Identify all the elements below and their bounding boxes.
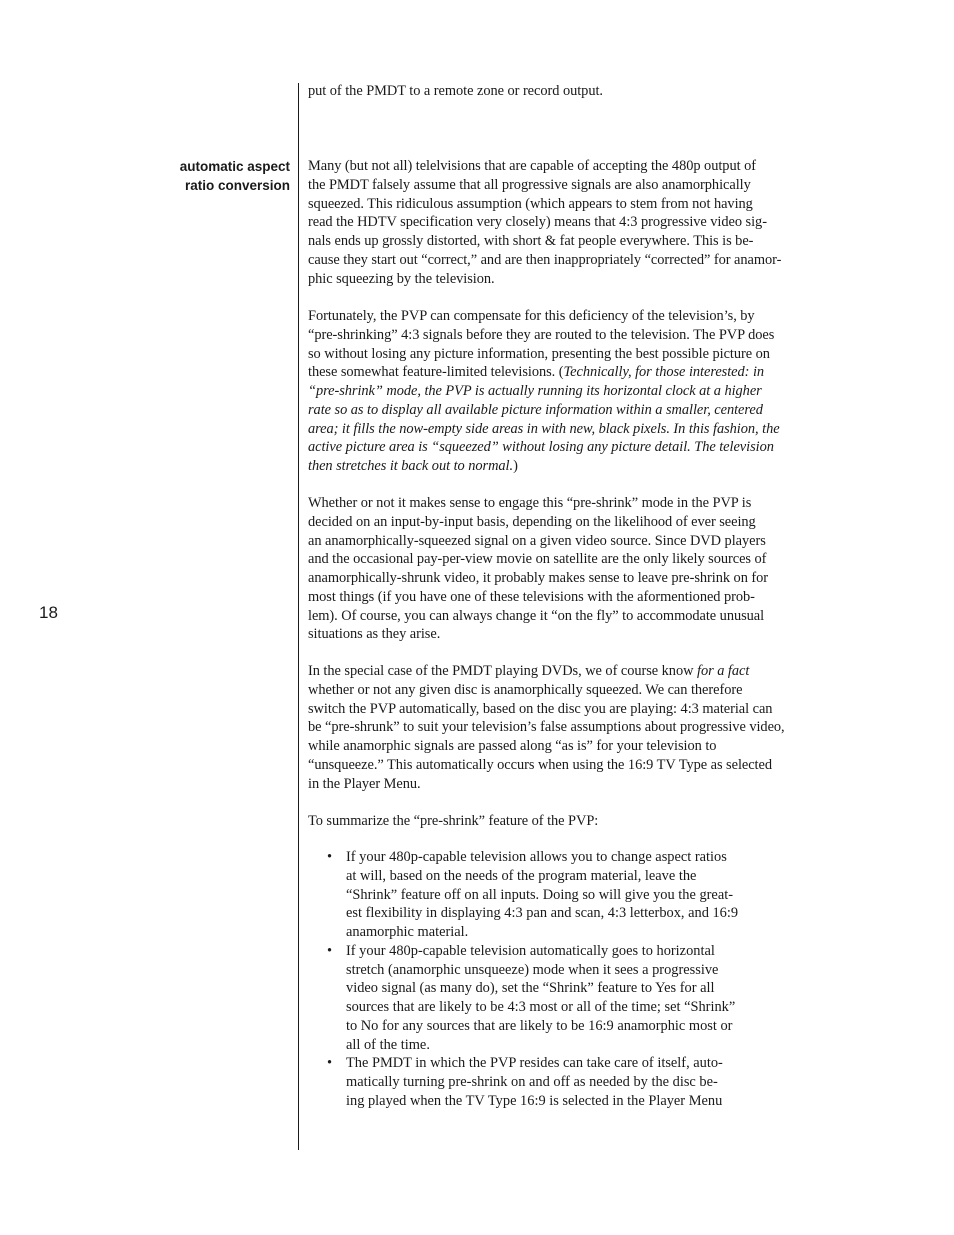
italic-run: Technically, for those interested: in [563,364,765,381]
list-item [308,1054,738,1110]
text-line: Many (but not all) telelvisions that are capable of accepting the 480p output of [308,158,756,174]
text-line: matically turning pre-shrink on and off as needed by the disc be- [346,1074,718,1090]
text-line: If your 480p-capable television automatically goes to horizontal [346,942,715,959]
text-line: The PMDT in which the PVP resides can take care of itself, auto- [346,1055,723,1072]
text-line: Whether or not it makes sense to engage this “pre-shrink” mode in the PVP is [308,495,752,511]
list-item [308,942,738,1055]
text-line: anamorphic material. [346,924,469,940]
paragraph-4 [308,662,785,793]
text-line: most things (if you have one of these televisions with the aformentioned prob- [308,588,755,605]
text-line: est flexibility in displaying 4:3 pan and scan, 4:3 letterbox, and 16:9 [346,905,739,922]
text-line: to No for any sources that are likely to be 16:9 anamorphic most or [346,1017,733,1034]
text-line: decided on an input-by-input basis, depending on the likelihood of ever seeing [308,513,756,530]
text-line: whether or not any given disc is anamorphically squeezed. We can therefore [308,681,743,698]
text-line: squeezed. This ridiculous assumption (which appears to stem from not having [308,195,753,212]
intro-paragraph [308,82,603,101]
summary-paragraph [308,812,598,831]
section-heading [90,157,290,195]
italic-line: rate so as to display all available picture information within a smaller, centered [308,401,763,418]
text-line [308,662,785,681]
text-line: ing played when the TV Type 16:9 is selected in the Player Menu [346,1092,723,1109]
text-line: all of the time. [346,1036,430,1053]
text-run: these somewhat feature-limited televisions. ( [308,364,564,381]
text-line: read the HDTV specification very closely) means that 4:3 progressive video sig- [308,214,767,231]
text-line: be “pre-shrunk” to suit your television’s false assumptions about progressive video, [308,719,785,736]
text-run: ) [513,458,518,474]
paragraph-1 [308,157,781,288]
bullet-icon: • [327,849,333,865]
text-line [308,363,780,382]
text-line: anamorphically-shrunk video, it probably makes sense to leave pre-shrink on for [308,570,769,586]
text-line: and the occasional pay-per-view movie on satellite are the only likely sources of [308,551,767,568]
text-line: an anamorphically-squeezed signal on a given video source. Since DVD players [308,532,766,549]
text-line: “unsqueeze.” This automatically occurs when using the 16:9 TV Type as selected [308,756,772,773]
text-line [308,457,780,476]
paragraph-3 [308,494,768,644]
text-line: nals ends up grossly distorted, with short & fat people everywhere. This is be- [308,233,754,249]
list-item [308,848,738,942]
page-number: 18 [39,603,58,622]
text-line: “pre-shrinking” 4:3 signals before they are routed to the television. The PVP does [308,326,775,343]
italic-run: then stretches it back out to normal. [308,458,514,474]
text-line: switch the PVP automatically, based on the disc you are playing: 4:3 material can [308,700,773,717]
text-run: In the special case of the PMDT playing DVDs, we of course know [308,663,697,679]
text-line: at will, based on the needs of the program material, leave the [346,867,697,884]
paragraph-2 [308,307,780,476]
bullet-icon: • [327,942,333,959]
text-line: cause they start out “correct,” and are then inappropriately “corrected” for anamor- [308,251,782,268]
margin-rule [298,83,299,1150]
text-line: Fortunately, the PVP can compensate for this deficiency of the television’s, by [308,308,755,324]
italic-line: active picture area is “squeezed” without losing any picture detail. The television [308,439,774,456]
text-line: while anamorphic signals are passed along “as is” for your television to [308,738,717,754]
text-line: stretch (anamorphic unsqueeze) mode when it sees a progressive [346,961,719,978]
italic-line: “pre-shrink” mode, the PVP is actually running its horizontal clock at a higher [308,383,762,399]
text-line: put of the PMDT to a remote zone or record output. [308,83,603,99]
text-line: in the Player Menu. [308,775,421,792]
text-line: video signal (as many do), set the “Shrink” feature to Yes for all [346,980,715,997]
section-heading-line: ratio conversion [184,178,290,193]
text-line: phic squeezing by the television. [308,270,495,287]
italic-run: for a fact [697,663,750,679]
bullet-icon: • [327,1055,333,1072]
section-heading-line: automatic aspect [179,159,290,174]
text-line: lem). Of course, you can always change it “on the fly” to accommodate unusual [308,607,765,624]
text-line: situations as they arise. [308,626,441,643]
text-line: If your 480p-capable television allows you to change aspect ratios [346,849,727,865]
bullet-list [308,848,738,1111]
italic-line: area; it fills the now-empty side areas in with new, black pixels. In this fashion, the [308,420,780,437]
text-line: “Shrink” feature off on all inputs. Doing so will give you the great- [346,886,733,903]
text-line: sources that are likely to be 4:3 most or all of the time; set “Shrink” [346,999,736,1015]
text-line: so without losing any picture information, presenting the best possible picture on [308,345,770,362]
text-line: To summarize the “pre-shrink” feature of the PVP: [308,813,599,829]
text-line: the PMDT falsely assume that all progressive signals are also anamorphically [308,176,751,193]
